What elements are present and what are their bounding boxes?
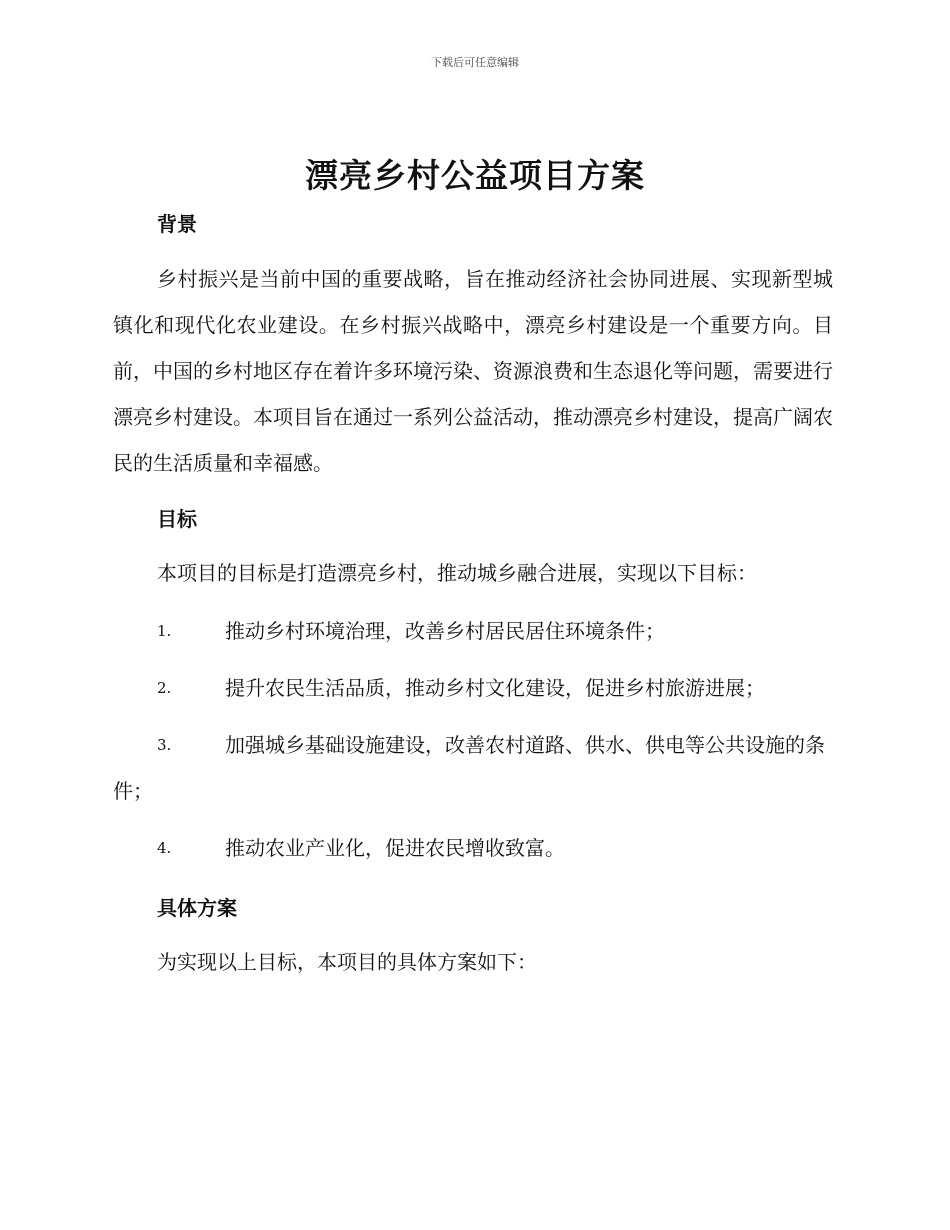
section-heading-goals: 目标 xyxy=(157,507,197,531)
document-title: 漂亮乡村公益项目方案 xyxy=(305,156,645,195)
list-item-text: 加强城乡基础设施建设，改善农村道路、供水、供电等公共设施的条件； xyxy=(113,733,825,803)
list-item-number: 1. xyxy=(157,622,172,640)
section-heading-plan: 具体方案 xyxy=(157,896,237,920)
plan-intro-paragraph: 为实现以上目标，本项目的具体方案如下： xyxy=(157,950,537,974)
list-item-text: 推动乡村环境治理，改善乡村居民居住环境条件； xyxy=(225,619,665,643)
list-item-number: 4. xyxy=(157,839,172,857)
list-item xyxy=(113,825,833,871)
list-item-number: 2. xyxy=(157,679,172,697)
list-item-number: 3. xyxy=(157,736,172,754)
list-item xyxy=(113,608,833,654)
list-item-text: 提升农民生活品质，推动乡村文化建设，促进乡村旅游进展； xyxy=(225,676,765,700)
list-item xyxy=(113,722,833,814)
section-heading-background: 背景 xyxy=(157,212,197,236)
background-paragraph: 乡村振兴是当前中国的重要战略，旨在推动经济社会协同进展、实现新型城镇化和现代化农业建设。在乡村振兴战略中，漂亮乡村建设是一个重要方向。目前，中国的乡村地区存在着许多环境污染、资源浪费和生态退化等问题，需要进行漂亮乡村建设。本项目旨在通过一系列公益活动，推动漂亮乡村建设，提高广阔农民的生活质量和幸福感。 xyxy=(113,267,833,475)
header-note: 下载后可任意编辑 xyxy=(431,56,519,69)
goals-intro-paragraph: 本项目的目标是打造漂亮乡村，推动城乡融合进展，实现以下目标： xyxy=(157,561,757,585)
list-item xyxy=(113,665,833,711)
list-item-text: 推动农业产业化，促进农民增收致富。 xyxy=(225,836,565,860)
